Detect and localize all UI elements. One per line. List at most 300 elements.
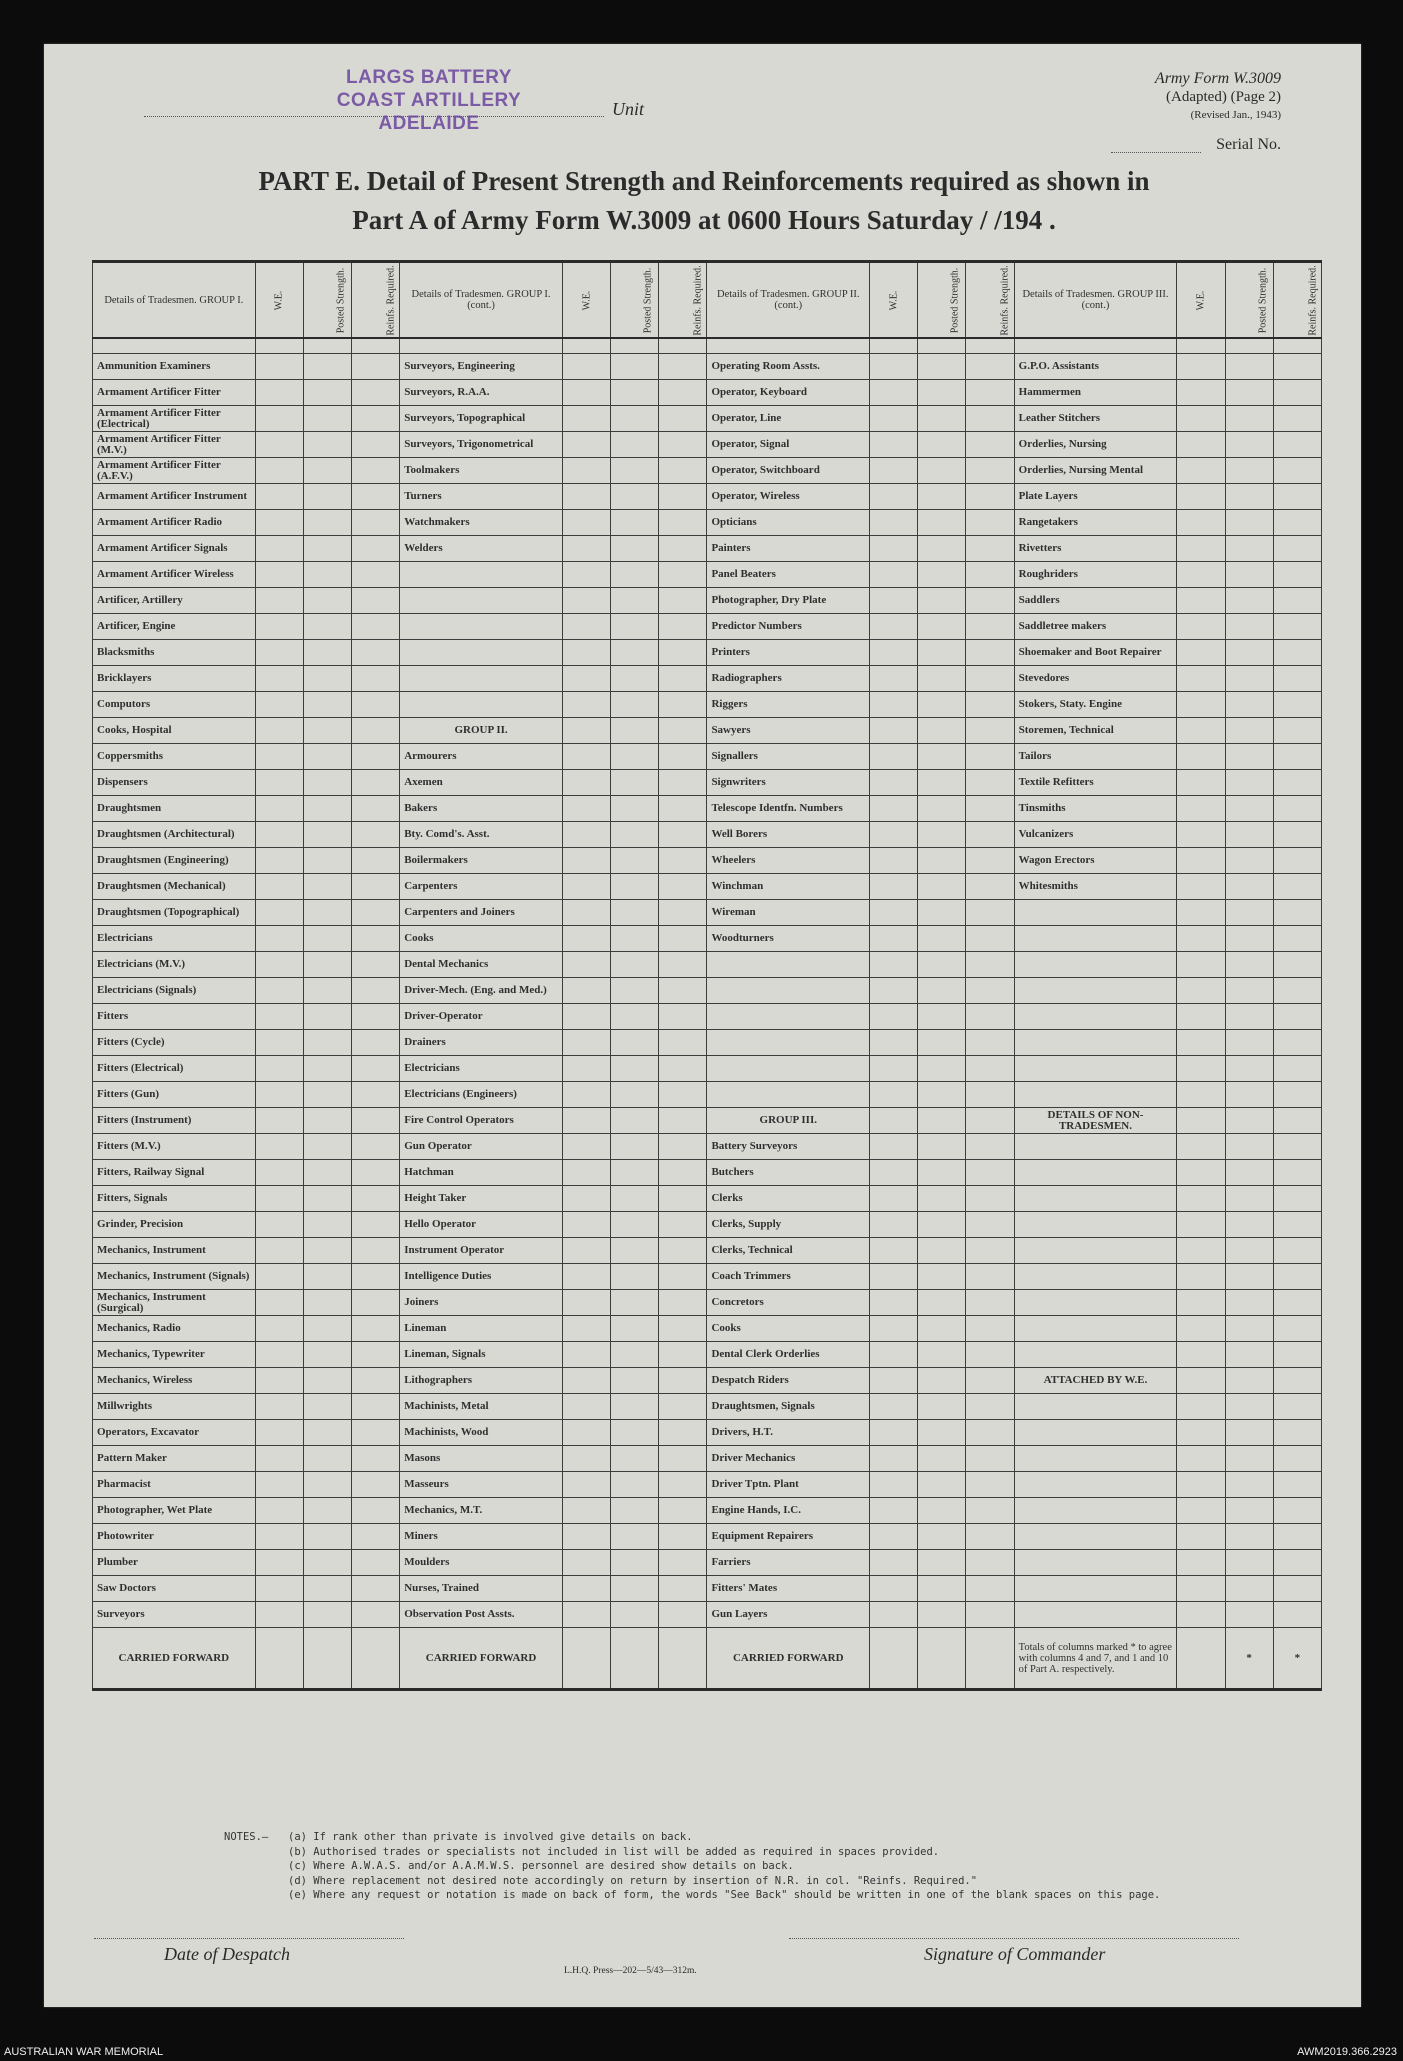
posted-strength-cell[interactable] [303,718,351,744]
we-cell[interactable] [1177,952,1225,978]
reinfs-required-cell[interactable] [1273,354,1321,380]
posted-strength-cell[interactable] [303,1212,351,1238]
we-cell[interactable] [1177,1602,1225,1628]
reinfs-required-cell[interactable] [966,900,1014,926]
posted-strength-cell[interactable] [1225,1108,1273,1134]
reinfs-required-cell[interactable] [1273,874,1321,900]
we-cell[interactable] [562,1498,610,1524]
reinfs-required-cell[interactable] [966,1264,1014,1290]
posted-strength-cell[interactable] [918,1342,966,1368]
posted-strength-cell[interactable] [918,744,966,770]
posted-strength-cell[interactable] [303,1160,351,1186]
reinfs-required-cell[interactable] [352,1550,400,1576]
posted-strength-cell[interactable] [1225,1212,1273,1238]
reinfs-required-cell[interactable] [1273,1290,1321,1316]
reinfs-required-cell[interactable] [659,1134,707,1160]
we-cell[interactable] [562,1004,610,1030]
posted-strength-cell[interactable] [303,666,351,692]
posted-strength-cell[interactable] [611,510,659,536]
we-cell[interactable] [562,900,610,926]
reinfs-required-cell[interactable] [1273,1212,1321,1238]
posted-strength-cell[interactable] [611,1004,659,1030]
we-cell[interactable] [255,562,303,588]
we-cell[interactable] [562,848,610,874]
reinfs-required-cell[interactable] [659,1342,707,1368]
reinfs-required-cell[interactable] [352,770,400,796]
posted-strength-cell[interactable] [611,1082,659,1108]
we-cell[interactable] [255,1316,303,1342]
reinfs-required-cell[interactable] [1273,848,1321,874]
reinfs-required-cell[interactable] [352,1238,400,1264]
reinfs-required-cell[interactable] [966,458,1014,484]
posted-strength-cell[interactable] [303,874,351,900]
posted-strength-cell[interactable] [611,770,659,796]
posted-strength-cell[interactable] [303,588,351,614]
cf-posted-cell[interactable] [918,1628,966,1690]
posted-strength-cell[interactable] [1225,1368,1273,1394]
we-cell[interactable] [1177,1056,1225,1082]
posted-strength-cell[interactable] [918,1368,966,1394]
reinfs-required-cell[interactable] [1273,1420,1321,1446]
we-cell[interactable] [870,1342,918,1368]
reinfs-required-cell[interactable] [966,562,1014,588]
reinfs-required-cell[interactable] [659,900,707,926]
cf-reinf-cell[interactable] [966,1628,1014,1690]
reinfs-required-cell[interactable] [966,874,1014,900]
we-cell[interactable] [255,1004,303,1030]
posted-strength-cell[interactable] [918,1212,966,1238]
we-cell[interactable] [562,1524,610,1550]
we-cell[interactable] [870,432,918,458]
reinfs-required-cell[interactable] [1273,1134,1321,1160]
reinfs-required-cell[interactable] [1273,1368,1321,1394]
posted-strength-cell[interactable] [918,1420,966,1446]
we-cell[interactable] [870,1160,918,1186]
reinfs-required-cell[interactable] [352,1212,400,1238]
reinfs-required-cell[interactable] [966,1108,1014,1134]
we-cell[interactable] [255,666,303,692]
reinfs-required-cell[interactable] [659,822,707,848]
we-cell[interactable] [870,1550,918,1576]
reinfs-required-cell[interactable] [1273,1160,1321,1186]
we-cell[interactable] [870,458,918,484]
posted-strength-cell[interactable] [1225,692,1273,718]
posted-strength-cell[interactable] [611,588,659,614]
reinfs-required-cell[interactable] [966,484,1014,510]
cf-we-cell[interactable] [562,1628,610,1690]
we-cell[interactable] [562,1134,610,1160]
we-cell[interactable] [1177,1134,1225,1160]
reinfs-required-cell[interactable] [352,1524,400,1550]
posted-strength-cell[interactable] [611,1186,659,1212]
posted-strength-cell[interactable] [918,1316,966,1342]
posted-strength-cell[interactable] [303,900,351,926]
posted-strength-cell[interactable] [303,432,351,458]
posted-strength-cell[interactable] [303,458,351,484]
we-cell[interactable] [255,1082,303,1108]
we-cell[interactable] [255,1160,303,1186]
reinfs-required-cell[interactable] [352,848,400,874]
posted-strength-cell[interactable] [918,692,966,718]
reinfs-required-cell[interactable] [1273,1316,1321,1342]
we-cell[interactable] [255,458,303,484]
posted-strength-cell[interactable] [918,1238,966,1264]
posted-strength-cell[interactable] [303,1342,351,1368]
we-cell[interactable] [1177,1108,1225,1134]
posted-strength-cell[interactable] [611,1238,659,1264]
we-cell[interactable] [870,692,918,718]
we-cell[interactable] [1177,1368,1225,1394]
reinfs-required-cell[interactable] [966,1498,1014,1524]
we-cell[interactable] [870,614,918,640]
posted-strength-cell[interactable] [918,900,966,926]
reinfs-required-cell[interactable] [1273,770,1321,796]
we-cell[interactable] [255,354,303,380]
posted-strength-cell[interactable] [303,1576,351,1602]
posted-strength-cell[interactable] [918,484,966,510]
posted-strength-cell[interactable] [611,1602,659,1628]
reinfs-required-cell[interactable] [1273,744,1321,770]
posted-strength-cell[interactable] [918,588,966,614]
we-cell[interactable] [562,1550,610,1576]
reinfs-required-cell[interactable] [966,718,1014,744]
reinfs-required-cell[interactable] [352,354,400,380]
reinfs-required-cell[interactable] [352,900,400,926]
reinfs-required-cell[interactable] [966,666,1014,692]
reinfs-required-cell[interactable] [966,1186,1014,1212]
posted-strength-cell[interactable] [303,1550,351,1576]
reinfs-required-cell[interactable] [352,1030,400,1056]
we-cell[interactable] [255,432,303,458]
we-cell[interactable] [1177,1238,1225,1264]
posted-strength-cell[interactable] [611,1550,659,1576]
we-cell[interactable] [1177,1342,1225,1368]
posted-strength-cell[interactable] [611,692,659,718]
posted-strength-cell[interactable] [303,406,351,432]
we-cell[interactable] [1177,1472,1225,1498]
we-cell[interactable] [1177,640,1225,666]
reinfs-required-cell[interactable] [659,1264,707,1290]
reinfs-required-cell[interactable] [352,588,400,614]
we-cell[interactable] [870,1082,918,1108]
reinfs-required-cell[interactable] [659,510,707,536]
we-cell[interactable] [1177,1550,1225,1576]
reinfs-required-cell[interactable] [659,718,707,744]
we-cell[interactable] [562,1342,610,1368]
we-cell[interactable] [255,978,303,1004]
we-cell[interactable] [870,1004,918,1030]
posted-strength-cell[interactable] [611,406,659,432]
reinfs-required-cell[interactable] [966,926,1014,952]
reinfs-required-cell[interactable] [352,1420,400,1446]
posted-strength-cell[interactable] [918,1550,966,1576]
reinfs-required-cell[interactable] [659,952,707,978]
reinfs-required-cell[interactable] [659,1550,707,1576]
reinfs-required-cell[interactable] [966,640,1014,666]
we-cell[interactable] [1177,1576,1225,1602]
posted-strength-cell[interactable] [611,458,659,484]
posted-strength-cell[interactable] [611,1056,659,1082]
posted-strength-cell[interactable] [611,1316,659,1342]
posted-strength-cell[interactable] [918,1264,966,1290]
posted-strength-cell[interactable] [303,822,351,848]
reinfs-required-cell[interactable] [352,458,400,484]
we-cell[interactable] [870,1030,918,1056]
reinfs-required-cell[interactable] [1273,562,1321,588]
posted-strength-cell[interactable] [611,1030,659,1056]
we-cell[interactable] [562,926,610,952]
we-cell[interactable] [255,380,303,406]
reinfs-required-cell[interactable] [1273,1082,1321,1108]
posted-strength-cell[interactable] [1225,406,1273,432]
posted-strength-cell[interactable] [1225,1030,1273,1056]
reinfs-required-cell[interactable] [352,1368,400,1394]
posted-strength-cell[interactable] [918,1524,966,1550]
posted-strength-cell[interactable] [1225,666,1273,692]
we-cell[interactable] [1177,848,1225,874]
we-cell[interactable] [1177,1004,1225,1030]
posted-strength-cell[interactable] [1225,796,1273,822]
we-cell[interactable] [870,1472,918,1498]
we-cell[interactable] [870,1290,918,1316]
reinfs-required-cell[interactable] [352,1186,400,1212]
reinfs-required-cell[interactable] [1273,926,1321,952]
reinfs-required-cell[interactable] [966,952,1014,978]
posted-strength-cell[interactable] [918,796,966,822]
reinfs-required-cell[interactable] [966,1472,1014,1498]
posted-strength-cell[interactable] [918,1602,966,1628]
we-cell[interactable] [562,1576,610,1602]
we-cell[interactable] [562,1316,610,1342]
reinfs-required-cell[interactable] [659,1238,707,1264]
reinfs-required-cell[interactable] [966,1550,1014,1576]
we-cell[interactable] [1177,1082,1225,1108]
reinfs-required-cell[interactable] [352,1264,400,1290]
we-cell[interactable] [255,874,303,900]
reinfs-required-cell[interactable] [659,1030,707,1056]
we-cell[interactable] [870,1134,918,1160]
reinfs-required-cell[interactable] [1273,1446,1321,1472]
we-cell[interactable] [255,1290,303,1316]
reinfs-required-cell[interactable] [966,822,1014,848]
we-cell[interactable] [870,510,918,536]
reinfs-required-cell[interactable] [1273,1056,1321,1082]
we-cell[interactable] [1177,692,1225,718]
reinfs-required-cell[interactable] [966,1134,1014,1160]
posted-strength-cell[interactable] [1225,562,1273,588]
we-cell[interactable] [562,1290,610,1316]
we-cell[interactable] [255,1550,303,1576]
we-cell[interactable] [1177,588,1225,614]
we-cell[interactable] [562,874,610,900]
posted-strength-cell[interactable] [1225,770,1273,796]
reinfs-required-cell[interactable] [659,666,707,692]
reinfs-required-cell[interactable] [966,1316,1014,1342]
we-cell[interactable] [255,1264,303,1290]
we-cell[interactable] [870,1394,918,1420]
posted-strength-cell[interactable] [1225,718,1273,744]
we-cell[interactable] [1177,1030,1225,1056]
we-cell[interactable] [255,1056,303,1082]
reinfs-required-cell[interactable] [352,1576,400,1602]
posted-strength-cell[interactable] [918,562,966,588]
posted-strength-cell[interactable] [918,1082,966,1108]
posted-strength-cell[interactable] [611,380,659,406]
cf-we-cell[interactable] [870,1628,918,1690]
posted-strength-cell[interactable] [611,614,659,640]
we-cell[interactable] [255,718,303,744]
posted-strength-cell[interactable] [303,1602,351,1628]
reinfs-required-cell[interactable] [352,744,400,770]
we-cell[interactable] [870,1186,918,1212]
we-cell[interactable] [1177,1524,1225,1550]
posted-strength-cell[interactable] [303,1030,351,1056]
posted-strength-cell[interactable] [303,380,351,406]
reinfs-required-cell[interactable] [1273,1576,1321,1602]
we-cell[interactable] [870,770,918,796]
posted-strength-cell[interactable] [611,900,659,926]
reinfs-required-cell[interactable] [659,1602,707,1628]
posted-strength-cell[interactable] [303,744,351,770]
reinfs-required-cell[interactable] [352,1160,400,1186]
reinfs-required-cell[interactable] [659,562,707,588]
posted-strength-cell[interactable] [611,536,659,562]
reinfs-required-cell[interactable] [966,588,1014,614]
we-cell[interactable] [870,640,918,666]
we-cell[interactable] [870,588,918,614]
we-cell[interactable] [255,1472,303,1498]
we-cell[interactable] [255,1420,303,1446]
we-cell[interactable] [255,796,303,822]
posted-strength-cell[interactable] [611,1264,659,1290]
reinfs-required-cell[interactable] [1273,666,1321,692]
we-cell[interactable] [562,744,610,770]
cf-reinf-cell[interactable] [659,1628,707,1690]
posted-strength-cell[interactable] [611,1576,659,1602]
we-cell[interactable] [1177,744,1225,770]
reinfs-required-cell[interactable] [966,848,1014,874]
we-cell[interactable] [562,666,610,692]
we-cell[interactable] [562,536,610,562]
posted-strength-cell[interactable] [303,1238,351,1264]
reinfs-required-cell[interactable] [659,1420,707,1446]
posted-strength-cell[interactable] [303,952,351,978]
posted-strength-cell[interactable] [918,536,966,562]
we-cell[interactable] [870,718,918,744]
posted-strength-cell[interactable] [918,510,966,536]
we-cell[interactable] [1177,432,1225,458]
we-cell[interactable] [255,900,303,926]
posted-strength-cell[interactable] [303,692,351,718]
posted-strength-cell[interactable] [1225,1602,1273,1628]
we-cell[interactable] [562,432,610,458]
reinfs-required-cell[interactable] [352,432,400,458]
we-cell[interactable] [255,1134,303,1160]
we-cell[interactable] [255,926,303,952]
reinfs-required-cell[interactable] [966,1290,1014,1316]
reinfs-required-cell[interactable] [966,406,1014,432]
we-cell[interactable] [255,952,303,978]
reinfs-required-cell[interactable] [352,718,400,744]
we-cell[interactable] [562,692,610,718]
we-cell[interactable] [562,354,610,380]
posted-strength-cell[interactable] [303,1264,351,1290]
reinfs-required-cell[interactable] [659,874,707,900]
we-cell[interactable] [1177,562,1225,588]
posted-strength-cell[interactable] [611,744,659,770]
reinfs-required-cell[interactable] [659,380,707,406]
we-cell[interactable] [870,1108,918,1134]
posted-strength-cell[interactable] [611,432,659,458]
reinfs-required-cell[interactable] [966,432,1014,458]
reinfs-required-cell[interactable] [659,1472,707,1498]
reinfs-required-cell[interactable] [1273,1498,1321,1524]
we-cell[interactable] [562,1368,610,1394]
reinfs-required-cell[interactable] [966,536,1014,562]
posted-strength-cell[interactable] [918,458,966,484]
posted-strength-cell[interactable] [918,1056,966,1082]
reinfs-required-cell[interactable] [1273,796,1321,822]
we-cell[interactable] [255,614,303,640]
reinfs-required-cell[interactable] [966,1602,1014,1628]
we-cell[interactable] [870,744,918,770]
reinfs-required-cell[interactable] [659,1368,707,1394]
we-cell[interactable] [1177,926,1225,952]
we-cell[interactable] [1177,666,1225,692]
we-cell[interactable] [870,900,918,926]
we-cell[interactable] [562,1446,610,1472]
reinfs-required-cell[interactable] [659,484,707,510]
reinfs-required-cell[interactable] [659,406,707,432]
posted-strength-cell[interactable] [1225,900,1273,926]
we-cell[interactable] [1177,1264,1225,1290]
we-cell[interactable] [870,822,918,848]
posted-strength-cell[interactable] [303,484,351,510]
we-cell[interactable] [562,1108,610,1134]
posted-strength-cell[interactable] [303,1056,351,1082]
posted-strength-cell[interactable] [303,1108,351,1134]
reinfs-required-cell[interactable] [659,1160,707,1186]
reinfs-required-cell[interactable] [352,1342,400,1368]
posted-strength-cell[interactable] [611,1342,659,1368]
we-cell[interactable] [1177,1420,1225,1446]
we-cell[interactable] [870,1056,918,1082]
reinfs-required-cell[interactable] [1273,718,1321,744]
posted-strength-cell[interactable] [1225,1134,1273,1160]
posted-strength-cell[interactable] [611,978,659,1004]
we-cell[interactable] [562,1186,610,1212]
reinfs-required-cell[interactable] [966,978,1014,1004]
we-cell[interactable] [562,406,610,432]
we-cell[interactable] [870,484,918,510]
cf-we-cell[interactable] [1177,1628,1225,1690]
reinfs-required-cell[interactable] [352,640,400,666]
we-cell[interactable] [255,1576,303,1602]
we-cell[interactable] [870,1316,918,1342]
cf-posted-cell[interactable] [303,1628,351,1690]
posted-strength-cell[interactable] [303,354,351,380]
reinfs-required-cell[interactable] [659,1316,707,1342]
posted-strength-cell[interactable] [303,1420,351,1446]
posted-strength-cell[interactable] [303,848,351,874]
reinfs-required-cell[interactable] [966,1446,1014,1472]
reinfs-required-cell[interactable] [966,1524,1014,1550]
we-cell[interactable] [562,978,610,1004]
posted-strength-cell[interactable] [611,1446,659,1472]
we-cell[interactable] [562,822,610,848]
we-cell[interactable] [255,406,303,432]
reinfs-required-cell[interactable] [659,692,707,718]
